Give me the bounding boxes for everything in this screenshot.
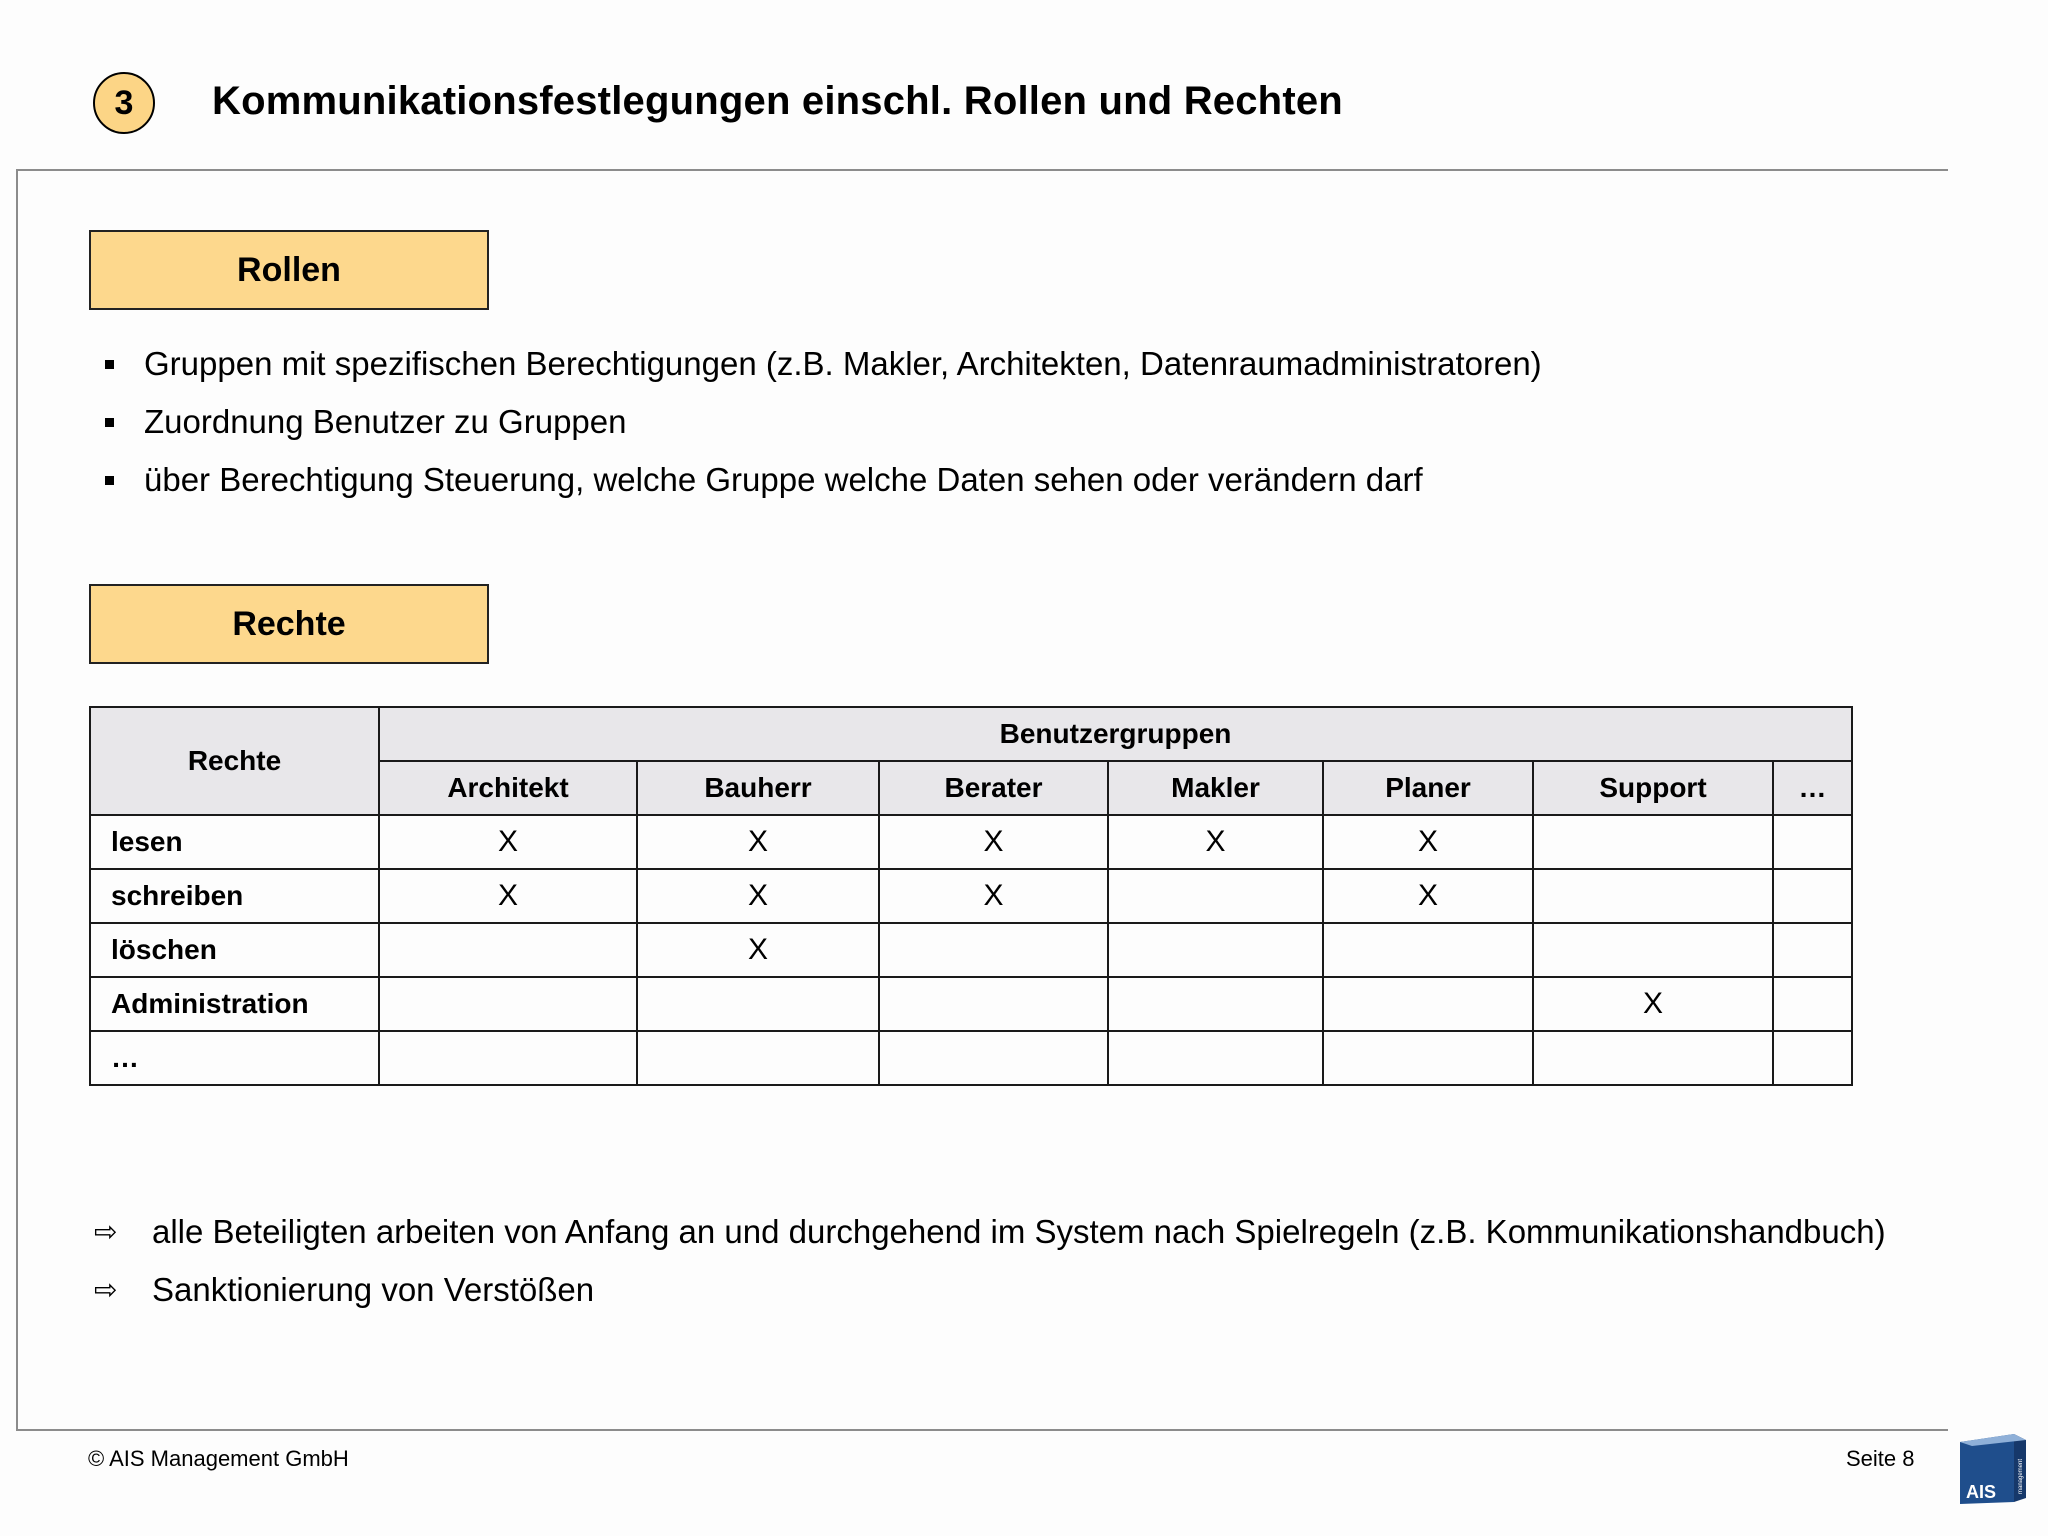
column-header: Berater: [879, 761, 1108, 815]
table-row: [90, 977, 1852, 1031]
ais-logo: [1956, 1432, 2030, 1506]
table-cell: X: [879, 869, 1108, 923]
square-bullet-icon: [105, 360, 114, 369]
table-cell: [1323, 1031, 1533, 1085]
table-cell: X: [879, 815, 1108, 869]
conclusion-item: [94, 1208, 1886, 1266]
roles-bullet-text: über Berechtigung Steuerung, welche Gruppe welche Daten sehen oder verändern darf: [144, 461, 1423, 498]
table-cell: [1108, 977, 1323, 1031]
roles-bullet-text: Gruppen mit spezifischen Berechtigungen (z.B. Makler, Architekten, Datenraumadministratoren): [144, 345, 1542, 382]
conclusion-text: Sanktionierung von Verstößen: [152, 1271, 595, 1308]
table-header-row: [90, 707, 1852, 761]
table-cell: X: [1323, 815, 1533, 869]
square-bullet-icon: [105, 418, 114, 427]
column-header: Bauherr: [637, 761, 879, 815]
table-row: [90, 815, 1852, 869]
table-cell: X: [637, 815, 879, 869]
footer-copyright: © AIS Management GmbH: [88, 1446, 349, 1471]
row-label: lesen: [90, 815, 379, 869]
rights-section-header: [89, 584, 489, 664]
table-cell: [379, 977, 637, 1031]
table-cell: [1108, 1031, 1323, 1085]
logo-subtext: management: [2018, 1458, 2024, 1494]
table-cell: [879, 923, 1108, 977]
roles-bullet-list: [100, 340, 1542, 514]
table-row: [90, 869, 1852, 923]
column-header: Architekt: [379, 761, 637, 815]
hollow-arrow-icon: ⇨: [94, 1273, 118, 1306]
table-cell: X: [1108, 815, 1323, 869]
table-cell: [1323, 923, 1533, 977]
table-cell: [879, 977, 1108, 1031]
roles-bullet-text: Zuordnung Benutzer zu Gruppen: [144, 403, 627, 440]
roles-section-header: [89, 230, 489, 310]
column-header: Planer: [1323, 761, 1533, 815]
roles-heading: Rollen: [237, 250, 341, 289]
row-label: Administration: [90, 977, 379, 1031]
conclusion-list: [94, 1208, 1886, 1324]
table-cell: X: [1323, 869, 1533, 923]
step-number: 3: [114, 83, 134, 122]
rights-table: [89, 706, 1853, 1086]
table-cell: [1773, 815, 1852, 869]
rights-heading: Rechte: [232, 604, 346, 643]
logo-text: AIS: [1966, 1482, 1997, 1502]
page-title: Kommunikationsfestlegungen einschl. Rollen und Rechten: [212, 79, 1343, 123]
table-cell: [1773, 1031, 1852, 1085]
table-cell: [1533, 815, 1773, 869]
table-cell: [1108, 923, 1323, 977]
conclusion-item: [94, 1266, 1886, 1324]
table-cell: [1773, 869, 1852, 923]
corner-header: Rechte: [90, 707, 379, 815]
table-row: [90, 1031, 1852, 1085]
table-row: [90, 923, 1852, 977]
table-cell: [1323, 977, 1533, 1031]
table-cell: [637, 1031, 879, 1085]
table-cell: [379, 1031, 637, 1085]
table-cell: X: [379, 815, 637, 869]
frame-bottom-divider: [16, 1429, 1948, 1431]
square-bullet-icon: [105, 476, 114, 485]
page-number: Seite 8: [1846, 1446, 1915, 1471]
frame-top-divider: [16, 169, 1948, 171]
table-cell: [1533, 923, 1773, 977]
table-cell: X: [1533, 977, 1773, 1031]
conclusion-text: alle Beteiligten arbeiten von Anfang an und durchgehend im System nach Spielregeln (z.B. Kommunikationshandbuch): [152, 1213, 1886, 1250]
roles-bullet: [100, 398, 1542, 456]
row-label: …: [90, 1031, 379, 1085]
step-number-badge: [93, 72, 155, 134]
column-header: Makler: [1108, 761, 1323, 815]
table-cell: X: [637, 923, 879, 977]
table-cell: [879, 1031, 1108, 1085]
table-cell: [1773, 923, 1852, 977]
table-cell: [1533, 869, 1773, 923]
row-label: löschen: [90, 923, 379, 977]
table-cell: [1773, 977, 1852, 1031]
roles-bullet: [100, 340, 1542, 398]
table-cell: [1533, 1031, 1773, 1085]
table-cell: [637, 977, 879, 1031]
table-cell: X: [637, 869, 879, 923]
group-header: Benutzergruppen: [379, 707, 1852, 761]
frame-left-divider: [16, 169, 18, 1431]
roles-bullet: [100, 456, 1542, 514]
table-cell: [1108, 869, 1323, 923]
column-header: Support: [1533, 761, 1773, 815]
table-cell: X: [379, 869, 637, 923]
row-label: schreiben: [90, 869, 379, 923]
hollow-arrow-icon: ⇨: [94, 1215, 118, 1248]
column-header: …: [1773, 761, 1852, 815]
table-cell: [379, 923, 637, 977]
